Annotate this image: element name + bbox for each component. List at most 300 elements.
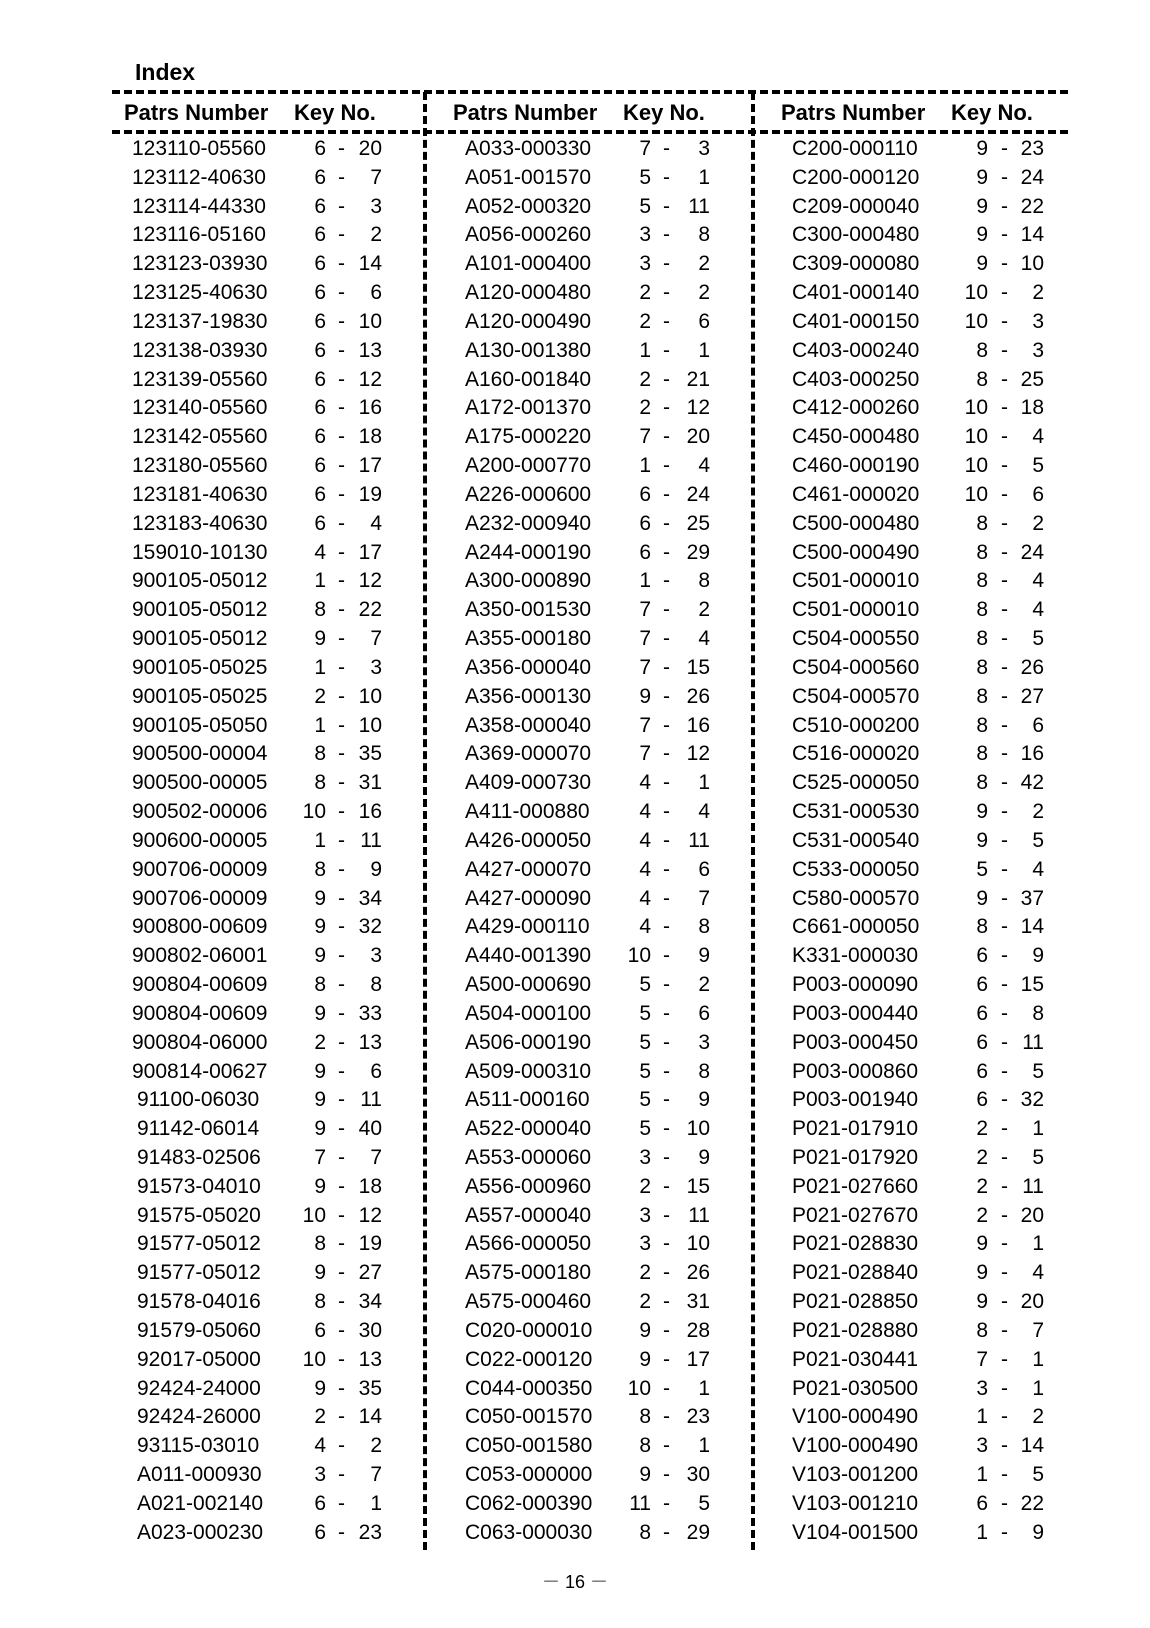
key-figure-number: 7 bbox=[639, 655, 651, 679]
key-item-number: 12 bbox=[358, 1203, 382, 1227]
part-number: 900500-00004 bbox=[132, 742, 268, 766]
key-figure-number: 2 bbox=[639, 1261, 651, 1285]
part-number-header-1: Patrs Number bbox=[124, 100, 269, 125]
key-figure-number: 10 bbox=[302, 1347, 326, 1371]
part-number: 159010-10130 bbox=[132, 540, 268, 564]
part-number: A522-000040 bbox=[465, 1117, 592, 1141]
part-number: 900804-06000 bbox=[132, 1030, 268, 1054]
key-figure-number: 6 bbox=[314, 454, 326, 478]
key-figure-number: 6 bbox=[314, 1520, 326, 1544]
key-separator: - bbox=[663, 367, 670, 391]
key-figure-number: 6 bbox=[314, 1318, 326, 1342]
key-separator: - bbox=[1001, 1376, 1008, 1400]
key-separator: - bbox=[1001, 1347, 1008, 1371]
part-number: P021-027670 bbox=[792, 1203, 919, 1227]
part-number: C200-000110 bbox=[792, 137, 918, 160]
key-figure-number: 6 bbox=[314, 194, 326, 218]
part-number: A511-000160 bbox=[465, 1088, 590, 1112]
key-separator: - bbox=[663, 1001, 670, 1025]
key-separator: - bbox=[1001, 425, 1008, 449]
key-figure-number: 10 bbox=[964, 425, 988, 449]
key-figure-number: 5 bbox=[639, 1030, 651, 1054]
part-number: 900804-00609 bbox=[132, 1001, 268, 1025]
key-separator: - bbox=[338, 1347, 345, 1371]
part-number: 92424-24000 bbox=[137, 1376, 261, 1400]
key-item-number: 7 bbox=[370, 165, 382, 189]
key-figure-number: 8 bbox=[976, 627, 988, 651]
key-item-number: 10 bbox=[1020, 252, 1044, 276]
part-number: A504-000100 bbox=[465, 1001, 592, 1025]
key-separator: - bbox=[663, 1405, 670, 1429]
key-separator: - bbox=[663, 684, 670, 708]
part-number: A056-000260 bbox=[465, 223, 592, 247]
key-figure-number: 9 bbox=[314, 1261, 326, 1285]
key-separator: - bbox=[1001, 194, 1008, 218]
key-figure-number: 7 bbox=[639, 713, 651, 737]
part-number: A160-001840 bbox=[465, 367, 592, 391]
key-item-number: 8 bbox=[698, 569, 710, 593]
key-figure-number: 3 bbox=[639, 1145, 651, 1169]
key-figure-number: 2 bbox=[639, 309, 651, 333]
key-figure-number: 1 bbox=[976, 1520, 988, 1544]
key-figure-number: 6 bbox=[976, 944, 988, 968]
key-figure-number: 2 bbox=[314, 684, 326, 708]
part-number: 123142-05560 bbox=[132, 425, 268, 449]
key-separator: - bbox=[1001, 511, 1008, 535]
key-separator: - bbox=[1001, 598, 1008, 622]
key-separator: - bbox=[338, 828, 345, 852]
key-separator: - bbox=[663, 1520, 670, 1544]
part-number: C300-000480 bbox=[792, 223, 920, 247]
part-number: 91142-06014 bbox=[137, 1117, 260, 1141]
key-separator: - bbox=[338, 1261, 345, 1285]
key-figure-number: 1 bbox=[639, 454, 651, 478]
key-figure-number: 7 bbox=[639, 742, 651, 766]
part-number: 123137-19830 bbox=[132, 309, 268, 333]
key-separator: - bbox=[338, 1059, 345, 1083]
key-item-number: 23 bbox=[358, 1520, 382, 1544]
key-separator: - bbox=[1001, 396, 1008, 420]
key-separator: - bbox=[663, 1030, 670, 1054]
part-number: 123123-03930 bbox=[132, 252, 268, 276]
part-number: A021-002140 bbox=[137, 1491, 264, 1515]
key-separator: - bbox=[663, 655, 670, 679]
part-number: 123180-05560 bbox=[132, 454, 268, 478]
key-figure-number: 2 bbox=[639, 367, 651, 391]
key-figure-number: 8 bbox=[976, 367, 988, 391]
key-figure-number: 2 bbox=[639, 1290, 651, 1314]
key-item-number: 9 bbox=[1032, 1520, 1044, 1544]
part-number: 900502-00006 bbox=[132, 800, 268, 824]
key-item-number: 25 bbox=[1020, 367, 1044, 391]
key-separator: - bbox=[663, 1261, 670, 1285]
key-item-number: 12 bbox=[686, 742, 710, 766]
key-figure-number: 7 bbox=[639, 627, 651, 651]
part-number: C022-000120 bbox=[465, 1347, 593, 1371]
key-separator: - bbox=[338, 1232, 345, 1256]
part-number-header-3: Patrs Number bbox=[781, 100, 926, 125]
part-number: P003-000440 bbox=[792, 1001, 919, 1025]
key-item-number: 12 bbox=[686, 396, 710, 420]
key-separator: - bbox=[663, 1318, 670, 1342]
part-number: C661-000050 bbox=[792, 915, 920, 939]
key-separator: - bbox=[1001, 367, 1008, 391]
key-item-number: 26 bbox=[686, 1261, 710, 1285]
key-separator: - bbox=[338, 281, 345, 305]
key-separator: - bbox=[1001, 1117, 1008, 1141]
part-number: 123140-05560 bbox=[132, 396, 268, 420]
key-figure-number: 7 bbox=[639, 137, 651, 160]
key-figure-number: 6 bbox=[976, 1001, 988, 1025]
key-item-number: 20 bbox=[1020, 1203, 1044, 1227]
part-number: P021-028880 bbox=[792, 1318, 919, 1342]
key-separator: - bbox=[663, 742, 670, 766]
part-number: P021-028840 bbox=[792, 1261, 919, 1285]
key-separator: - bbox=[663, 1059, 670, 1083]
key-item-number: 24 bbox=[1020, 165, 1044, 189]
key-item-number: 2 bbox=[698, 598, 710, 622]
part-number: A575-000180 bbox=[465, 1261, 592, 1285]
key-figure-number: 2 bbox=[639, 396, 651, 420]
key-item-number: 34 bbox=[358, 1290, 382, 1314]
key-separator: - bbox=[338, 915, 345, 939]
key-item-number: 25 bbox=[686, 511, 710, 535]
key-item-number: 3 bbox=[698, 137, 710, 160]
part-number: A566-000050 bbox=[465, 1232, 592, 1256]
key-figure-number: 1 bbox=[976, 1463, 988, 1487]
key-figure-number: 6 bbox=[639, 540, 651, 564]
key-item-number: 11 bbox=[1022, 1174, 1044, 1198]
key-item-number: 8 bbox=[1032, 1001, 1044, 1025]
part-number: A506-000190 bbox=[465, 1030, 592, 1054]
key-figure-number: 6 bbox=[976, 1088, 988, 1112]
part-number: A350-001530 bbox=[465, 598, 592, 622]
part-number: C053-000000 bbox=[465, 1463, 593, 1487]
key-separator: - bbox=[338, 1030, 345, 1054]
part-number: 91573-04010 bbox=[137, 1174, 261, 1198]
key-separator: - bbox=[1001, 1174, 1008, 1198]
key-figure-number: 9 bbox=[639, 684, 651, 708]
key-figure-number: 6 bbox=[314, 281, 326, 305]
key-item-number: 12 bbox=[358, 569, 382, 593]
key-separator: - bbox=[663, 1203, 670, 1227]
key-figure-number: 8 bbox=[976, 742, 988, 766]
key-separator: - bbox=[338, 1376, 345, 1400]
part-number: 900105-05050 bbox=[132, 713, 268, 737]
part-number: C533-000050 bbox=[792, 857, 920, 881]
key-separator: - bbox=[663, 569, 670, 593]
key-separator: - bbox=[663, 598, 670, 622]
key-item-number: 21 bbox=[686, 367, 710, 391]
key-figure-number: 9 bbox=[314, 944, 326, 968]
key-item-number: 11 bbox=[360, 828, 382, 852]
key-figure-number: 9 bbox=[976, 1290, 988, 1314]
key-separator: - bbox=[338, 1405, 345, 1429]
key-item-number: 10 bbox=[686, 1117, 710, 1141]
part-number: A356-000130 bbox=[465, 684, 592, 708]
key-item-number: 18 bbox=[358, 1174, 382, 1198]
part-number: A509-000310 bbox=[465, 1059, 592, 1083]
key-item-number: 10 bbox=[358, 713, 382, 737]
key-item-number: 9 bbox=[1032, 944, 1044, 968]
key-item-number: 30 bbox=[358, 1318, 382, 1342]
key-item-number: 27 bbox=[358, 1261, 382, 1285]
key-separator: - bbox=[663, 1376, 670, 1400]
part-number: 123125-40630 bbox=[132, 281, 268, 305]
part-number: 900105-05025 bbox=[132, 655, 268, 679]
key-separator: - bbox=[663, 309, 670, 333]
part-number: P021-028830 bbox=[792, 1232, 919, 1256]
key-separator: - bbox=[338, 454, 345, 478]
part-number: V100-000490 bbox=[792, 1405, 919, 1429]
key-separator: - bbox=[338, 396, 345, 420]
key-separator: - bbox=[1001, 742, 1008, 766]
key-item-number: 13 bbox=[358, 338, 382, 362]
part-number: C504-000560 bbox=[792, 655, 920, 679]
key-figure-number: 6 bbox=[314, 425, 326, 449]
key-item-number: 7 bbox=[1032, 1318, 1044, 1342]
key-figure-number: 10 bbox=[627, 944, 651, 968]
key-item-number: 20 bbox=[686, 425, 710, 449]
key-figure-number: 8 bbox=[639, 1405, 651, 1429]
key-figure-number: 9 bbox=[639, 1463, 651, 1487]
part-number: 123181-40630 bbox=[132, 482, 268, 506]
part-number: C063-000030 bbox=[465, 1520, 593, 1544]
part-number: C501-000010 bbox=[792, 598, 920, 622]
key-figure-number: 8 bbox=[314, 598, 326, 622]
part-number: C401-000150 bbox=[792, 309, 920, 333]
key-separator: - bbox=[663, 1145, 670, 1169]
key-figure-number: 4 bbox=[639, 886, 651, 910]
key-item-number: 17 bbox=[686, 1347, 710, 1371]
key-figure-number: 9 bbox=[314, 1059, 326, 1083]
part-number: 91575-05020 bbox=[137, 1203, 261, 1227]
key-separator: - bbox=[1001, 454, 1008, 478]
key-item-number: 14 bbox=[358, 252, 382, 276]
header-top-rule bbox=[112, 90, 1068, 94]
part-number: 91579-05060 bbox=[137, 1318, 261, 1342]
key-figure-number: 10 bbox=[964, 482, 988, 506]
key-figure-number: 8 bbox=[976, 771, 988, 795]
key-figure-number: 7 bbox=[639, 598, 651, 622]
key-separator: - bbox=[338, 1145, 345, 1169]
key-item-number: 4 bbox=[698, 454, 710, 478]
key-separator: - bbox=[1001, 252, 1008, 276]
key-separator: - bbox=[1001, 857, 1008, 881]
part-number: A427-000090 bbox=[465, 886, 592, 910]
part-number: 123139-05560 bbox=[132, 367, 268, 391]
key-figure-number: 6 bbox=[314, 223, 326, 247]
key-separator: - bbox=[338, 137, 345, 160]
part-number: C403-000240 bbox=[792, 338, 920, 362]
key-separator: - bbox=[663, 800, 670, 824]
key-figure-number: 2 bbox=[976, 1145, 988, 1169]
key-separator: - bbox=[663, 511, 670, 535]
part-number: K331-000030 bbox=[792, 944, 919, 968]
key-item-number: 1 bbox=[370, 1491, 382, 1515]
key-item-number: 22 bbox=[1020, 1491, 1044, 1515]
key-figure-number: 6 bbox=[976, 1030, 988, 1054]
key-item-number: 11 bbox=[688, 194, 710, 218]
key-separator: - bbox=[338, 309, 345, 333]
key-item-number: 2 bbox=[1032, 511, 1044, 535]
key-figure-number: 9 bbox=[314, 1001, 326, 1025]
key-separator: - bbox=[663, 1174, 670, 1198]
key-separator: - bbox=[1001, 338, 1008, 362]
key-item-number: 3 bbox=[1032, 309, 1044, 333]
key-figure-number: 1 bbox=[314, 569, 326, 593]
key-separator: - bbox=[1001, 165, 1008, 189]
key-no-header-1: Key No. bbox=[294, 100, 376, 125]
part-number: P003-000090 bbox=[792, 973, 919, 997]
key-item-number: 2 bbox=[370, 223, 382, 247]
part-number: C209-000040 bbox=[792, 194, 920, 218]
key-item-number: 6 bbox=[1032, 713, 1044, 737]
key-figure-number: 2 bbox=[976, 1117, 988, 1141]
part-number: P003-000450 bbox=[792, 1030, 919, 1054]
key-separator: - bbox=[1001, 540, 1008, 564]
part-number: 900802-06001 bbox=[132, 944, 268, 968]
key-figure-number: 2 bbox=[639, 281, 651, 305]
part-number: A556-000960 bbox=[465, 1174, 592, 1198]
part-number: C461-000020 bbox=[792, 482, 920, 506]
part-number: 123138-03930 bbox=[132, 338, 268, 362]
part-number: A409-000730 bbox=[465, 771, 592, 795]
key-item-number: 6 bbox=[370, 1059, 382, 1083]
key-item-number: 14 bbox=[1020, 915, 1044, 939]
part-number: 123116-05160 bbox=[132, 223, 266, 247]
key-figure-number: 8 bbox=[976, 684, 988, 708]
key-item-number: 1 bbox=[698, 771, 710, 795]
key-item-number: 22 bbox=[1020, 194, 1044, 218]
part-number: 900105-05012 bbox=[132, 569, 268, 593]
key-separator: - bbox=[338, 511, 345, 535]
key-separator: - bbox=[1001, 627, 1008, 651]
key-item-number: 1 bbox=[698, 1434, 710, 1458]
part-number: C062-000390 bbox=[465, 1491, 593, 1515]
part-number: A358-000040 bbox=[465, 713, 592, 737]
key-separator: - bbox=[338, 886, 345, 910]
key-item-number: 9 bbox=[698, 1088, 710, 1112]
key-separator: - bbox=[1001, 1088, 1008, 1112]
key-figure-number: 9 bbox=[639, 1318, 651, 1342]
part-number: 92017-05000 bbox=[137, 1347, 261, 1371]
part-number: A011-000930 bbox=[137, 1463, 262, 1487]
key-item-number: 33 bbox=[358, 1001, 382, 1025]
key-figure-number: 5 bbox=[639, 1088, 651, 1112]
key-separator: - bbox=[663, 425, 670, 449]
key-separator: - bbox=[663, 1088, 670, 1112]
key-separator: - bbox=[338, 627, 345, 651]
key-item-number: 1 bbox=[1032, 1347, 1044, 1371]
part-number: A429-000110 bbox=[465, 915, 590, 939]
key-figure-number: 6 bbox=[314, 338, 326, 362]
key-figure-number: 6 bbox=[976, 1491, 988, 1515]
page-number: － 16 － bbox=[541, 1572, 609, 1592]
key-separator: - bbox=[663, 338, 670, 362]
part-number: P021-017910 bbox=[792, 1117, 919, 1141]
key-separator: - bbox=[663, 1232, 670, 1256]
key-figure-number: 9 bbox=[314, 915, 326, 939]
key-separator: - bbox=[663, 1434, 670, 1458]
key-separator: - bbox=[663, 627, 670, 651]
key-item-number: 8 bbox=[698, 1059, 710, 1083]
part-number: A120-000490 bbox=[465, 309, 592, 333]
key-figure-number: 10 bbox=[302, 1203, 326, 1227]
key-separator: - bbox=[663, 482, 670, 506]
part-number: 900500-00005 bbox=[132, 771, 268, 795]
key-item-number: 1 bbox=[1032, 1232, 1044, 1256]
part-number: C531-000540 bbox=[792, 828, 920, 852]
key-figure-number: 8 bbox=[314, 1232, 326, 1256]
key-separator: - bbox=[338, 1117, 345, 1141]
part-number: 900814-00627 bbox=[132, 1059, 268, 1083]
key-figure-number: 5 bbox=[976, 857, 988, 881]
key-separator: - bbox=[338, 1434, 345, 1458]
key-figure-number: 6 bbox=[314, 396, 326, 420]
key-figure-number: 2 bbox=[314, 1030, 326, 1054]
part-number: 123114-44330 bbox=[132, 194, 266, 218]
key-item-number: 6 bbox=[698, 1001, 710, 1025]
key-item-number: 20 bbox=[358, 137, 382, 160]
part-number: 91578-04016 bbox=[137, 1290, 261, 1314]
key-item-number: 10 bbox=[686, 1232, 710, 1256]
key-figure-number: 9 bbox=[976, 165, 988, 189]
key-figure-number: 8 bbox=[314, 771, 326, 795]
key-figure-number: 8 bbox=[976, 511, 988, 535]
key-item-number: 7 bbox=[370, 1145, 382, 1169]
key-figure-number: 9 bbox=[314, 1117, 326, 1141]
key-figure-number: 2 bbox=[639, 1174, 651, 1198]
key-item-number: 1 bbox=[1032, 1117, 1044, 1141]
key-separator: - bbox=[1001, 1290, 1008, 1314]
key-item-number: 35 bbox=[358, 1376, 382, 1400]
key-item-number: 13 bbox=[358, 1030, 382, 1054]
key-figure-number: 8 bbox=[314, 857, 326, 881]
part-number: 900706-00009 bbox=[132, 857, 268, 881]
key-item-number: 28 bbox=[686, 1318, 710, 1342]
key-figure-number: 9 bbox=[976, 194, 988, 218]
key-figure-number: 9 bbox=[314, 1376, 326, 1400]
key-item-number: 5 bbox=[1032, 627, 1044, 651]
key-separator: - bbox=[1001, 1318, 1008, 1342]
part-number: 900600-00005 bbox=[132, 828, 268, 852]
key-figure-number: 3 bbox=[639, 252, 651, 276]
key-separator: - bbox=[663, 828, 670, 852]
key-figure-number: 4 bbox=[639, 771, 651, 795]
column-divider-2 bbox=[751, 92, 755, 1550]
part-number-header-2: Patrs Number bbox=[453, 100, 598, 125]
key-figure-number: 9 bbox=[976, 828, 988, 852]
key-item-number: 34 bbox=[358, 886, 382, 910]
key-separator: - bbox=[663, 857, 670, 881]
key-figure-number: 6 bbox=[639, 511, 651, 535]
key-figure-number: 4 bbox=[639, 828, 651, 852]
key-item-number: 26 bbox=[686, 684, 710, 708]
key-figure-number: 6 bbox=[976, 973, 988, 997]
key-separator: - bbox=[663, 137, 670, 160]
part-number: P021-028850 bbox=[792, 1290, 919, 1314]
part-number: C510-000200 bbox=[792, 713, 920, 737]
key-separator: - bbox=[338, 1520, 345, 1544]
part-number: C460-000190 bbox=[792, 454, 920, 478]
part-number: C044-000350 bbox=[465, 1376, 593, 1400]
key-separator: - bbox=[338, 540, 345, 564]
key-item-number: 20 bbox=[1020, 1290, 1044, 1314]
key-separator: - bbox=[663, 1290, 670, 1314]
key-figure-number: 1 bbox=[639, 338, 651, 362]
key-figure-number: 10 bbox=[302, 800, 326, 824]
